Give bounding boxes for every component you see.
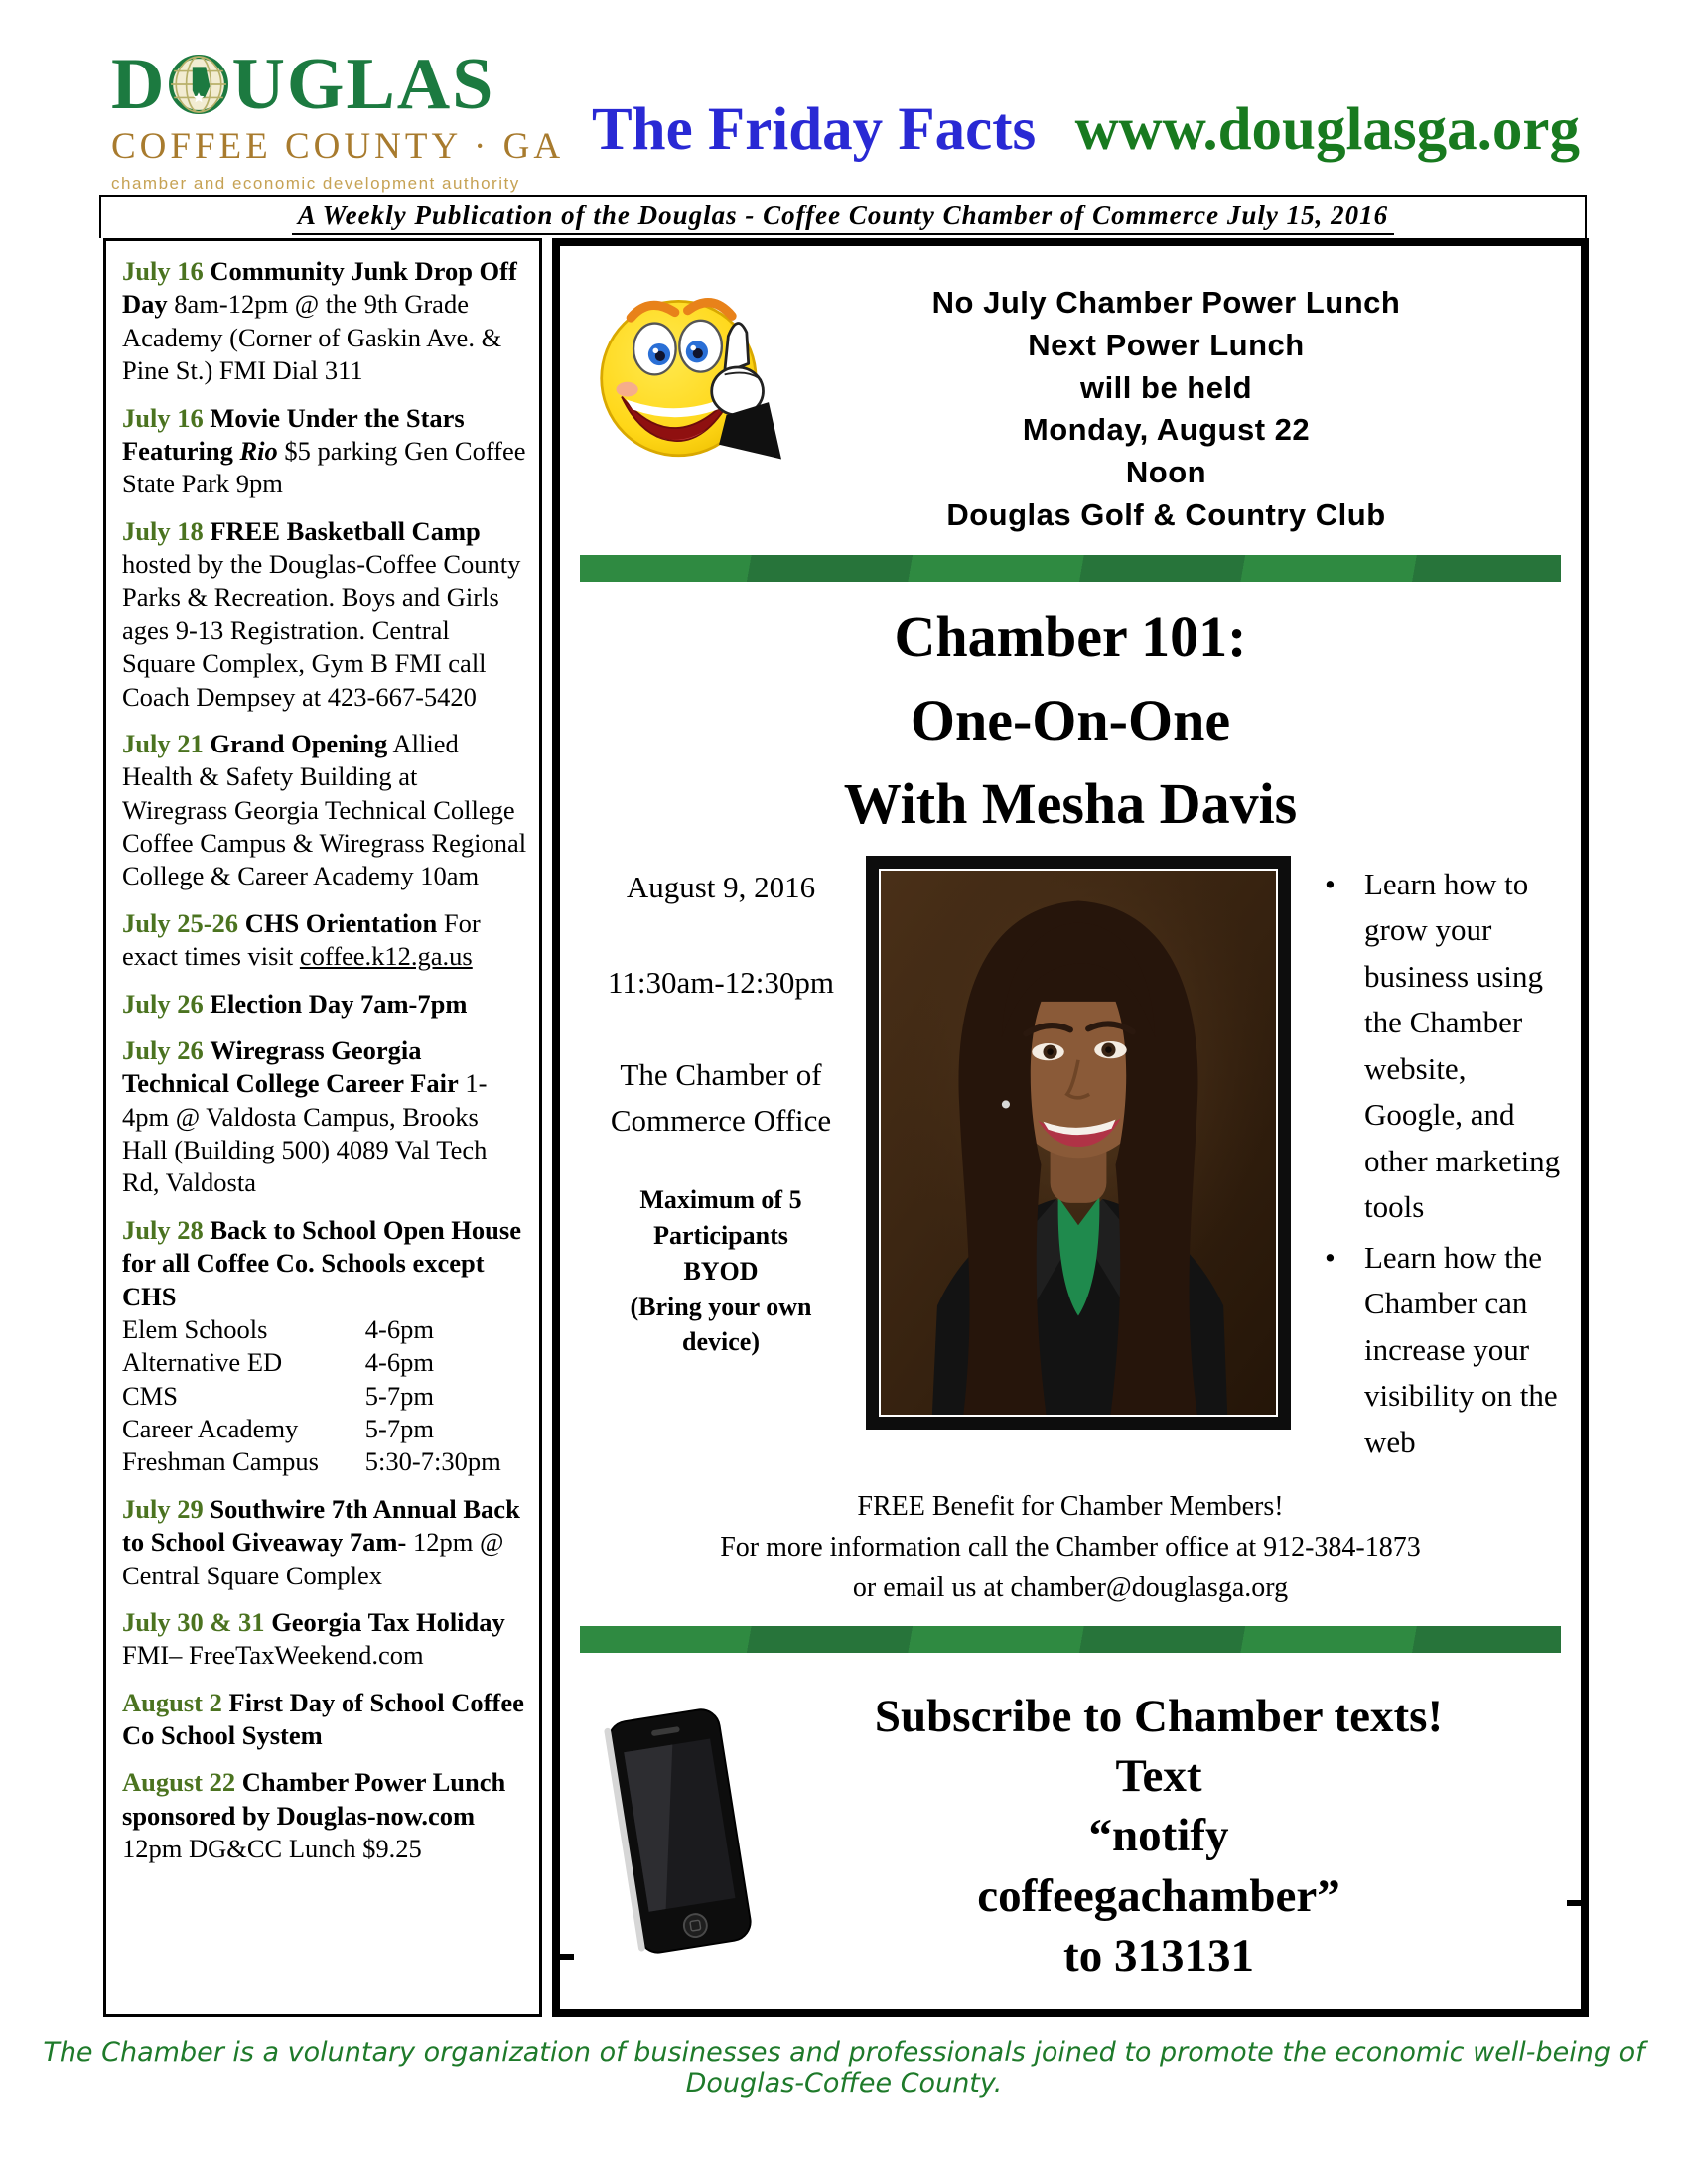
- event-details: hosted by the Douglas-Coffee County Parks & Recreation. Boys and Girls ages 9-13 Registration. Central Square Complex, Gym B FMI call Coach Dempsey at 423-667-5420: [122, 549, 521, 712]
- event-date: July 29: [122, 1493, 204, 1524]
- event-date: July 16: [122, 402, 204, 433]
- green-divider-bar: [580, 1626, 1561, 1653]
- school-time: 5:30-7:30pm: [364, 1446, 501, 1477]
- subscribe-section: [560, 1687, 1581, 1985]
- event-movie-under-stars: [122, 402, 527, 501]
- event-title: Movie Under the Stars Featuring: [122, 402, 465, 466]
- event-date: July 30 & 31: [122, 1606, 265, 1637]
- school-name: Elem Schools: [122, 1313, 268, 1344]
- participant-limit-note: [576, 1182, 866, 1360]
- session-info-section: [560, 856, 1581, 1470]
- event-details: 12pm DG&CC Lunch $9.25: [122, 1834, 422, 1864]
- school-name: Freshman Campus: [122, 1446, 319, 1477]
- free-benefit-note: [560, 1487, 1581, 1608]
- limit-line: device): [682, 1327, 760, 1357]
- left-dash-mark: [558, 1954, 574, 1960]
- event-chs-orientation: [122, 907, 527, 974]
- event-title: CHS Orientation: [244, 907, 438, 938]
- event-junk-drop-day: [122, 255, 527, 388]
- limit-line: BYOD: [683, 1256, 759, 1286]
- school-name: CMS: [122, 1380, 178, 1411]
- schedule-row: [122, 1346, 527, 1379]
- event-title: Election Day 7am-7pm: [210, 988, 468, 1019]
- speaker-photo-frame: [866, 856, 1291, 1430]
- logo-letter-d: D: [111, 44, 167, 125]
- schedule-row: [122, 1313, 527, 1346]
- event-date: July 21: [122, 728, 204, 758]
- event-date: July 26: [122, 988, 204, 1019]
- school-name: Alternative ED: [122, 1347, 283, 1378]
- schedule-row: [122, 1380, 527, 1413]
- right-dash-mark: [1567, 1900, 1583, 1906]
- subscribe-line: to 313131: [1063, 1929, 1254, 1981]
- benefits-list: [1315, 862, 1569, 1466]
- event-details: FMI– FreeTaxWeekend.com: [122, 1640, 424, 1671]
- limit-line: Participants: [653, 1220, 788, 1250]
- headline-line: One-On-One: [910, 687, 1231, 752]
- subscribe-cta: [767, 1687, 1551, 1985]
- event-title: First Day of School Coffee Co School System: [122, 1687, 524, 1750]
- event-title: FREE Basketball Camp: [210, 515, 481, 546]
- event-chamber-power-lunch: [122, 1766, 527, 1865]
- logo-wordmark: [111, 44, 578, 125]
- session-date: August 9, 2016: [626, 869, 816, 904]
- event-southwire-giveaway: [122, 1493, 527, 1592]
- chamber-101-headline: [560, 596, 1581, 846]
- schedule-row: [122, 1445, 527, 1478]
- event-tax-holiday: [122, 1606, 527, 1673]
- website-url: www.douglasga.org: [1074, 96, 1580, 163]
- logo-tagline: chamber and economic development authority: [111, 174, 520, 193]
- movie-name: Rio: [239, 435, 278, 466]
- event-title: Georgia Tax Holiday: [271, 1606, 505, 1637]
- event-date: July 25-26: [122, 907, 239, 938]
- benefits-column: [1291, 856, 1569, 1470]
- event-first-day-of-school: [122, 1687, 527, 1753]
- publication-tagline: A Weekly Publication of the Douglas - Coffee County Chamber of Commerce July 15, 2016: [292, 201, 1394, 235]
- session-time: 11:30am-12:30pm: [608, 964, 834, 1000]
- event-title: Grand Opening: [210, 728, 388, 758]
- benefit-item: • Learn how the Chamber can increase your visibility on the web: [1315, 1235, 1569, 1466]
- newsletter-title: The Friday Facts: [592, 96, 1037, 163]
- headline-line: Chamber 101:: [894, 604, 1247, 669]
- event-details: 12pm @ Central Square Complex: [122, 1527, 504, 1590]
- school-time: 5-7pm: [364, 1380, 434, 1411]
- event-open-house: [122, 1214, 527, 1479]
- logo-letters-uglas: UGLAS: [231, 44, 495, 125]
- event-date: July 28: [122, 1214, 204, 1245]
- event-title: Wiregrass Georgia Technical College Career Fair: [122, 1034, 459, 1099]
- power-lunch-line: Monday, August 22: [1022, 412, 1311, 448]
- limit-line: (Bring your own: [630, 1292, 812, 1321]
- chamber-logo: [111, 44, 578, 194]
- event-date: July 16: [122, 256, 204, 286]
- masthead: [592, 95, 1580, 165]
- session-location: [576, 1052, 866, 1145]
- event-date: July 18: [122, 515, 204, 546]
- subscribe-line: Subscribe to Chamber texts!: [874, 1691, 1444, 1743]
- subscribe-line: Text: [1115, 1750, 1202, 1803]
- event-title: Chamber Power Lunch sponsored by Douglas-now.com: [122, 1767, 506, 1831]
- power-lunch-notice: [781, 278, 1551, 537]
- event-election-day: [122, 988, 527, 1021]
- event-title: Southwire 7th Annual Back to School Giveaway 7am-: [122, 1493, 520, 1558]
- event-details: For exact times visit: [122, 907, 481, 972]
- mesha-davis-portrait: [881, 871, 1276, 1415]
- session-details-column: [576, 856, 866, 1470]
- power-lunch-line: No July Chamber Power Lunch: [931, 285, 1401, 320]
- logo-subtitle: COFFEE COUNTY · GA: [111, 126, 565, 167]
- benefit-item: • Learn how to grow your business using the Chamber website, Google, and other marketing tools: [1315, 862, 1569, 1231]
- thumbs-up-smiley-icon: [598, 278, 781, 469]
- event-grand-opening: [122, 728, 527, 893]
- publication-strip: [99, 195, 1587, 238]
- event-basketball-camp: [122, 515, 527, 714]
- event-title: Back to School Open House for all Coffee Co. Schools except CHS: [122, 1214, 521, 1311]
- school-name: Career Academy: [122, 1414, 299, 1443]
- event-title: Community Junk Drop Off Day: [122, 256, 517, 320]
- smartphone-icon: [596, 1703, 767, 1969]
- benefit-line: For more information call the Chamber office at 912-384-1873: [720, 1531, 1421, 1563]
- event-details: 1-4pm @ Valdosta Campus, Brooks Hall (Building 500) 4089 Val Tech Rd, Valdosta: [122, 1068, 488, 1198]
- school-time: 4-6pm: [364, 1313, 434, 1344]
- benefit-line: FREE Benefit for Chamber Members!: [857, 1491, 1284, 1523]
- event-details: 8am-12pm @ the 9th Grade Academy (Corner of Gaskin Ave. & Pine St.) FMI Dial 311: [122, 289, 502, 386]
- power-lunch-section: [560, 246, 1581, 537]
- power-lunch-line: Douglas Golf & Country Club: [946, 496, 1386, 532]
- schedule-row: [122, 1413, 527, 1445]
- event-details: $5 parking Gen Coffee State Park 9pm: [122, 435, 526, 499]
- event-career-fair: [122, 1034, 527, 1200]
- headline-line: With Mesha Davis: [843, 770, 1298, 836]
- main-content-panel: [552, 238, 1589, 2017]
- green-divider-bar: [580, 555, 1561, 582]
- school-time: 4-6pm: [364, 1347, 434, 1378]
- school-time: 5-7pm: [364, 1414, 434, 1443]
- subscribe-line: “notify: [1088, 1810, 1229, 1862]
- limit-line: Maximum of 5: [639, 1184, 802, 1214]
- event-details: Allied Health & Safety Building at Wiregrass Georgia Technical College Coffee Campus & Wiregrass Regional College & Career Academy 10am: [122, 728, 527, 891]
- power-lunch-line: Next Power Lunch: [1028, 327, 1305, 362]
- power-lunch-line: will be held: [1079, 369, 1253, 405]
- chs-orientation-link[interactable]: coffee.k12.ga.us: [299, 941, 473, 972]
- event-date: August 2: [122, 1687, 222, 1717]
- event-date: July 26: [122, 1034, 204, 1065]
- location-line: The Chamber of: [620, 1056, 822, 1092]
- power-lunch-line: Noon: [1125, 455, 1207, 490]
- speaker-photo: [879, 869, 1278, 1417]
- location-line: Commerce Office: [610, 1103, 832, 1139]
- event-date: August 22: [122, 1767, 236, 1798]
- subscribe-line: coffeegachamber”: [977, 1869, 1340, 1922]
- benefit-line: or email us at chamber@douglasga.org: [852, 1571, 1289, 1603]
- globe-icon: [168, 54, 229, 115]
- events-sidebar: [103, 238, 542, 2017]
- footer-mission-statement: The Chamber is a voluntary organization of businesses and professionals joined to promote the economic well-being of Douglas-Coffee County.: [43, 2037, 1645, 2099]
